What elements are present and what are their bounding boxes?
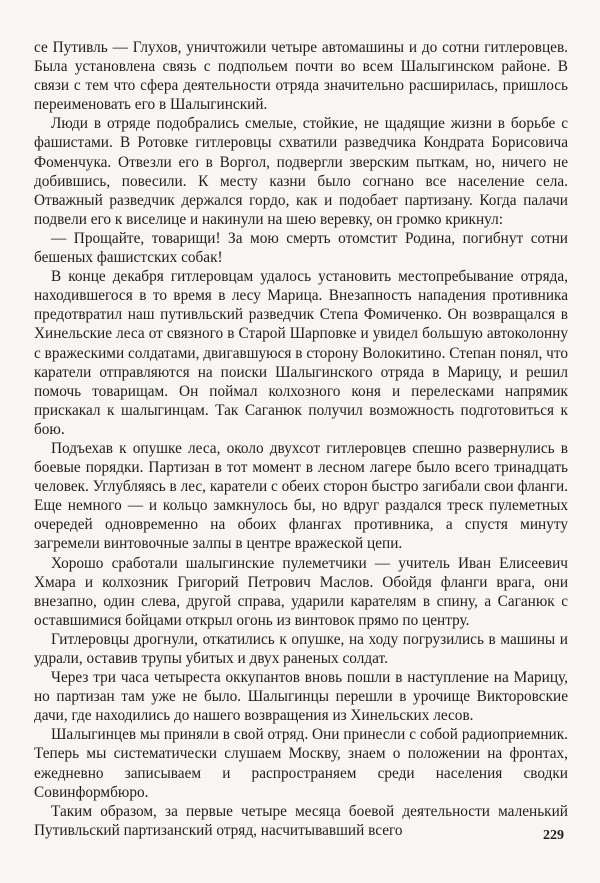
page-number: 229 <box>543 828 564 843</box>
paragraph-2: Люди в отряде подобрались смелые, стойкие, не щадящие жизни в борьбе с фашистами. В Ротовке гитлеровцы схватили разведчика Кондрата Борисовича Фоменчука. Отвезли его в Воргол, подвергли зверским пыткам, но, ничего не добившись, повесили. К месту казни было согнано все население села. Отважный разведчик держался гордо, как и подобает партизану. Когда палачи подвели его к виселице и накинули на шею веревку, он громко крикнул: <box>34 115 568 228</box>
paragraph-8: Через три часа четыреста оккупантов вновь пошли в наступление на Марицу, но партизан там уже не было. Шалыгинцы перешли в урочище Викторовские дачи, где находились до нашего возвращения из Хинельских лесов. <box>34 669 568 725</box>
paragraph-6: Хорошо сработали шалыгинские пулеметчики — учитель Иван Елисеевич Хмара и колхозник Григорий Петрович Маслов. Обойдя фланги врага, они внезапно, один слева, другой справа, ударили карателям в спину, а Саганюк с оставшимися бойцами открыл огонь из винтовок прямо по центру. <box>34 554 568 629</box>
paragraph-1: се Путивль — Глухов, уничтожили четыре автомашины и до сотни гитлеровцев. Была установлена связь с подпольем почти во всем Шалыгинском районе. В связи с тем что сфера деятельности отряда значительно расширилась, пришлось переименовать его в Шалыгинский. <box>34 39 568 114</box>
paragraph-10: Таким образом, за первые четыре месяца боевой деятельности маленький Путивльский партизанский отряд, насчитывавший всего <box>34 802 568 839</box>
paragraph-9: Шалыгинцев мы приняли в свой отряд. Они принесли с собой радиоприемник. Теперь мы систематически слушаем Москву, знаем о положении на фронтах, ежедневно записываем и распространяем среди населения сводки Совинформбюро. <box>34 726 568 801</box>
paragraph-4: В конце декабря гитлеровцам удалось установить местопребывание отряда, находившегося в то время в лесу Марица. Внезапность нападения противника предотвратил наш путивльский разведчик Степа Фомиченко. Он возвращался в Хинельские леса от связного в Старой Шарповке и увидел большую автоколонну с вражескими солдатами, двигавшуюся в сторону Волокитино. Степан понял, что каратели отправляются на поиски Шалыгинского отряда в Марицу, и решил помочь товарищам. Он поймал колхозного коня и перелесками напрямик прискакал к шалыгинцам. Так Саганюк получил возможность подготовиться к бою. <box>34 268 568 438</box>
paragraph-3: — Прощайте, товарищи! За мою смерть отомстит Родина, погибнут сотни бешеных фашистских собак! <box>34 229 568 267</box>
book-page-text <box>34 38 568 840</box>
paragraph-5: Подъехав к опушке леса, около двухсот гитлеровцев спешно развернулись в боевые порядки. Партизан в тот момент в лесном лагере было всего тринадцать человек. Углубляясь в лес, каратели с обеих сторон быстро загибали свои фланги. Еще немного — и кольцо замкнулось бы, но вдруг раздался треск пулеметных очередей одновременно на обоих флангах противника, а спустя минуту загремели винтовочные залпы в центре вражеской цепи. <box>34 439 568 553</box>
paragraph-7: Гитлеровцы дрогнули, откатились к опушке, на ходу погрузились в машины и удрали, оставив трупы убитых и двух раненых солдат. <box>34 630 568 667</box>
